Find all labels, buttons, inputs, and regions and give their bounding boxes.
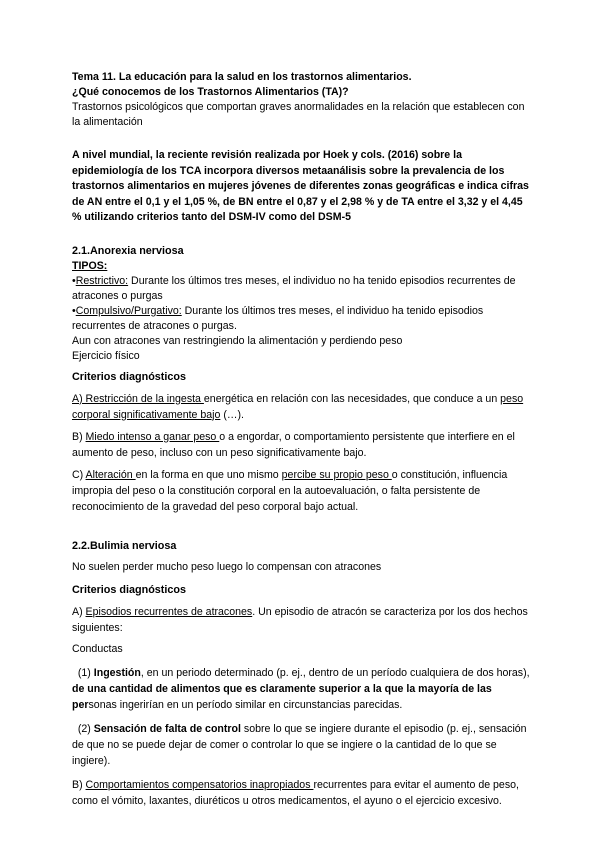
bulimia-item-1: [72, 665, 532, 713]
anorexia-criterios-heading: Criterios diagnósticos: [72, 370, 186, 383]
item-2-text: sobre lo que se ingiere durante el episodio (p. ej., sensación de que no se puede dejar de comer o controlar lo que se ingiere o la cantidad de lo que se ingiere).: [72, 722, 530, 767]
criterion-c-term: Alteración: [85, 468, 136, 481]
anorexia-criterion-c: [72, 467, 532, 515]
item-1-term: Ingestión: [93, 666, 141, 679]
anorexia-criterion-a: [72, 391, 532, 423]
criterion-a-term: A) Restricción de la ingesta: [72, 392, 204, 405]
item-1-text-2: sonas ingerirían en un período similar en circunstancias parecidas.: [88, 698, 403, 711]
criterion-b-text: o a engordar, o comportamiento persistente que interfiere en el aumento de peso, incluso con un peso significativamente bajo.: [72, 430, 515, 459]
criterion-b-text: recurrentes para evitar el aumento de peso, como el vómito, laxantes, diuréticos u otros medicamentos, el ayuno o el ejercicio excesivo.: [72, 778, 519, 807]
bulimia-criterios-heading: Criterios diagnósticos: [72, 583, 186, 596]
intro-paragraph: Trastornos psicológicos que comportan graves anormalidades en la relación que establecen con la alimentación: [72, 101, 525, 128]
criterion-a-prefix: A): [72, 605, 86, 618]
tipo-restrictivo: [72, 274, 532, 304]
prevalence-paragraph: A nivel mundial, la reciente revisión realizada por Hoek y cols. (2016) sobre la epidemiología de los TCA incorpora diversos metaanálisis sobre la prevalencia de los trastornos alimentarios en mujeres jóvenes de diferentes zonas geográficas e indica cifras de AN entre el 0,1 y el 1,05 %, de BN entre el 0,87 y el 2,98 % y de TA entre el 3,32 y el 4,45 % utilizando criterios tanto del DSM-IV como del DSM-5: [72, 149, 529, 223]
document-page: [72, 70, 532, 809]
bulimia-intro: No suelen perder mucho peso luego lo compensan con atracones: [72, 560, 382, 573]
bulimia-heading: 2.2.Bulimia nerviosa: [72, 539, 177, 552]
doc-title: Tema 11. La educación para la salud en los trastornos alimentarios.: [72, 71, 412, 83]
anorexia-criterion-b: [72, 429, 532, 461]
criterion-b-term: Comportamientos compensatorios inapropiados: [85, 778, 314, 791]
anorexia-heading: 2.1.Anorexia nerviosa: [72, 244, 184, 257]
anorexia-note-2: Ejercicio físico: [72, 349, 140, 362]
restrictivo-text: Durante los últimos tres meses, el individuo no ha tenido episodios recurrentes de atracones o purgas: [72, 274, 516, 302]
criterion-a-term: Episodios recurrentes de atracones: [85, 605, 253, 618]
bullet: •: [72, 304, 76, 317]
criterion-c-prefix: C): [72, 468, 86, 481]
doc-subtitle: ¿Qué conocemos de los Trastornos Alimentarios (TA)?: [72, 86, 349, 98]
criterion-a-text: . Un episodio de atracón se caracteriza por los dos hechos siguientes:: [72, 605, 528, 634]
criterion-c-text: en la forma en que uno mismo: [135, 468, 282, 481]
item-1-text: , en un periodo determinado (p. ej., dentro de un período cualquiera de dos horas),: [140, 666, 533, 679]
item-2-prefix: (2): [72, 722, 94, 735]
criterion-c-term-2: percibe su propio peso: [281, 468, 392, 481]
criterion-b-prefix: B): [72, 778, 86, 791]
compulsivo-text: Durante los últimos tres meses, el individuo ha tenido episodios recurrentes de atracones o purgas.: [72, 304, 484, 332]
tipo-compulsivo: [72, 304, 532, 334]
item-1-bold-text: de una cantidad de alimentos que es claramente superior a la que la mayoría de las per: [72, 682, 495, 711]
restrictivo-term: Restrictivo:: [75, 274, 129, 287]
compulsivo-term: Compulsivo/Purgativo:: [75, 304, 182, 317]
item-2-term: Sensación de falta de control: [93, 722, 241, 735]
bulimia-criterion-a: [72, 604, 532, 636]
conductas-label: Conductas: [72, 642, 123, 655]
criterion-a-term-2: peso corporal significativamente bajo: [72, 392, 524, 421]
bulimia-item-2: [72, 721, 532, 769]
item-1-prefix: (1): [72, 666, 94, 679]
bulimia-criterion-b: [72, 777, 532, 809]
criterion-b-prefix: B): [72, 430, 86, 443]
criterion-b-term: Miedo intenso a ganar peso: [85, 430, 220, 443]
criterion-a-text-2: (…).: [220, 408, 244, 421]
anorexia-note-1: Aun con atracones van restringiendo la alimentación y perdiendo peso: [72, 334, 403, 347]
tipos-label: TIPOS:: [72, 259, 108, 272]
bullet: •: [72, 274, 76, 287]
criterion-c-text-2: o constitución, influencia impropia del peso o la constitución corporal en la autoevaluación, o falta persistente de reconocimiento de la gravedad del peso corporal bajo actual.: [72, 468, 508, 513]
criterion-a-text: energética en relación con las necesidades, que conduce a un: [203, 392, 501, 405]
